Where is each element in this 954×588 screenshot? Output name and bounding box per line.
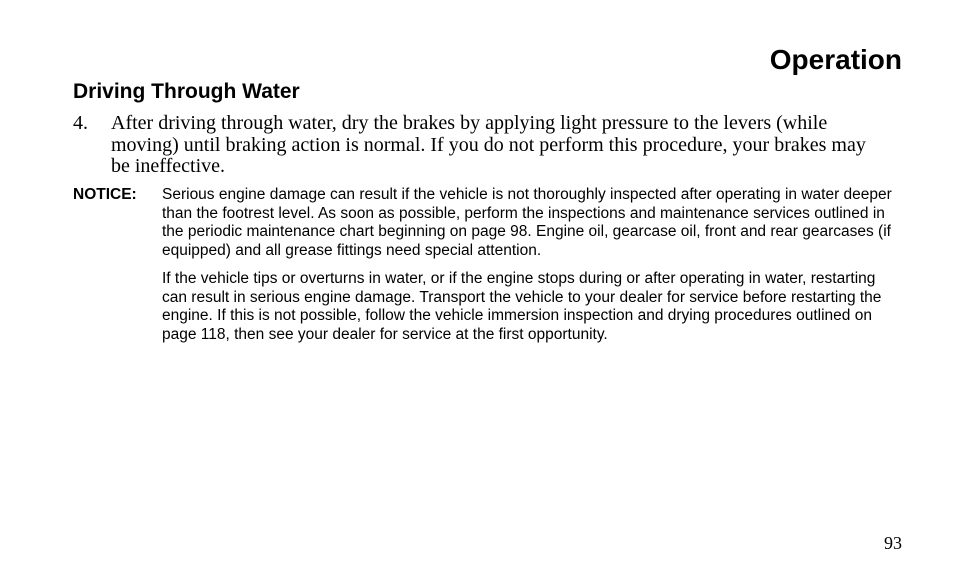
notice-block	[73, 186, 903, 344]
step-text: After driving through water, dry the brakes by applying light pressure to the levers (while moving) until braking action is normal. If you do not perform this procedure, your brakes may be ineffective.	[111, 112, 866, 177]
chapter-title: Operation	[769, 44, 902, 75]
step-number: 4.	[73, 112, 88, 134]
notice-label: NOTICE:	[73, 186, 137, 203]
notice-paragraph: If the vehicle tips or overturns in water, or if the engine stops during or after operating in water, restarting can result in serious engine damage. Transport the vehicle to your dealer for service before restarting the engine. If this is not possible, follow the vehicle immersion inspection and drying procedures outlined on page 118, then see your dealer for service at the first opportunity.	[162, 270, 882, 343]
procedure-step	[73, 113, 883, 178]
section-heading: Driving Through Water	[73, 80, 300, 103]
page-number: 93	[884, 533, 902, 553]
notice-paragraph: Serious engine damage can result if the vehicle is not thoroughly inspected after operating in water deeper than the footrest level. As soon as possible, perform the inspections and maintenance services outlined in the periodic maintenance chart beginning on page 98. Engine oil, gearcase oil, front and rear gearcases (if equipped) and all grease fittings need special attention.	[162, 186, 892, 259]
